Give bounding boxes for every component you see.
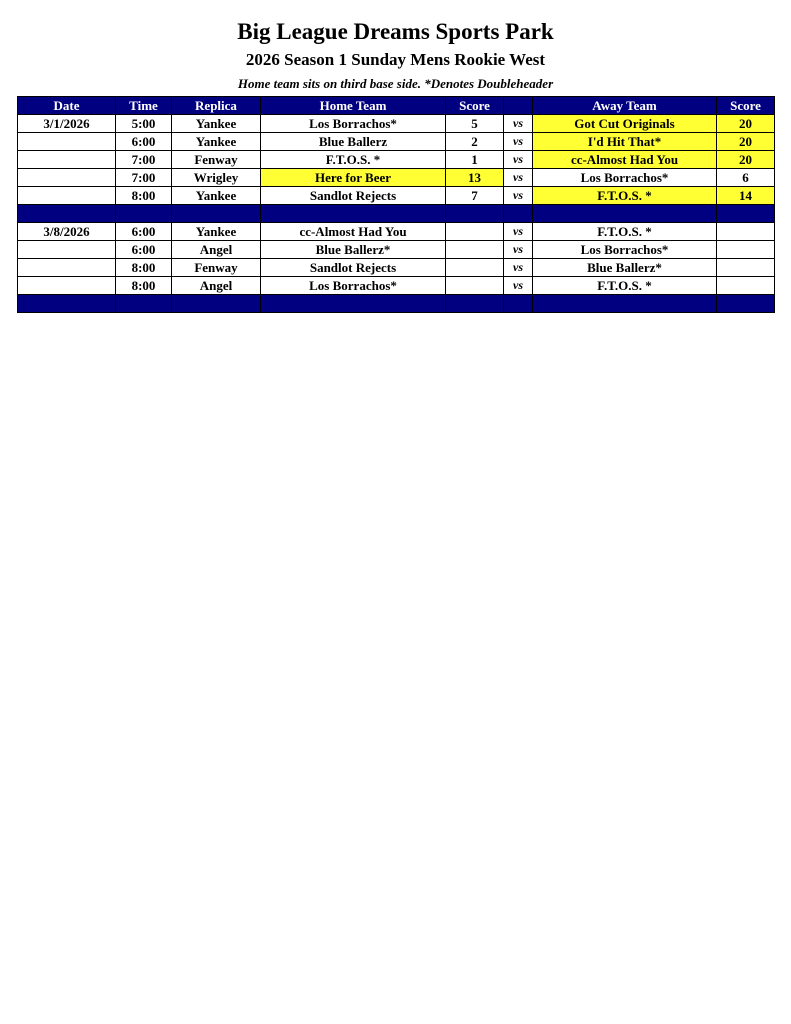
away-team: cc-Almost Had You — [533, 151, 717, 169]
home-team: Los Borrachos* — [261, 277, 446, 295]
game-replica: Yankee — [172, 115, 261, 133]
game-time: 7:00 — [116, 169, 172, 187]
separator-cell — [446, 295, 504, 313]
game-replica: Yankee — [172, 223, 261, 241]
separator-cell — [533, 205, 717, 223]
away-team: F.T.O.S. * — [533, 187, 717, 205]
game-time: 8:00 — [116, 187, 172, 205]
game-row — [18, 151, 775, 169]
separator-cell — [116, 205, 172, 223]
vs-label: vs — [504, 151, 533, 169]
game-date — [18, 169, 116, 187]
game-time: 5:00 — [116, 115, 172, 133]
separator-cell — [446, 205, 504, 223]
away-team: Blue Ballerz* — [533, 259, 717, 277]
away-score: 20 — [717, 133, 775, 151]
vs-label: vs — [504, 223, 533, 241]
game-row — [18, 223, 775, 241]
home-team: F.T.O.S. * — [261, 151, 446, 169]
away-team: I'd Hit That* — [533, 133, 717, 151]
game-replica: Wrigley — [172, 169, 261, 187]
vs-label: vs — [504, 115, 533, 133]
home-score: 7 — [446, 187, 504, 205]
col-header-home-team: Home Team — [261, 97, 446, 115]
game-row — [18, 277, 775, 295]
home-score — [446, 277, 504, 295]
schedule-table — [17, 96, 775, 313]
home-team: cc-Almost Had You — [261, 223, 446, 241]
away-score: 20 — [717, 115, 775, 133]
game-row — [18, 169, 775, 187]
col-header-away-team: Away Team — [533, 97, 717, 115]
away-score — [717, 277, 775, 295]
home-team: Blue Ballerz — [261, 133, 446, 151]
away-score: 20 — [717, 151, 775, 169]
home-score: 2 — [446, 133, 504, 151]
separator-cell — [533, 295, 717, 313]
col-header-time: Time — [116, 97, 172, 115]
col-header-away-score: Score — [717, 97, 775, 115]
vs-label: vs — [504, 241, 533, 259]
separator-cell — [172, 295, 261, 313]
game-time: 6:00 — [116, 241, 172, 259]
game-row — [18, 187, 775, 205]
separator-cell — [172, 205, 261, 223]
away-team: Got Cut Originals — [533, 115, 717, 133]
game-time: 7:00 — [116, 151, 172, 169]
separator-cell — [261, 295, 446, 313]
game-row — [18, 115, 775, 133]
home-team: Sandlot Rejects — [261, 259, 446, 277]
away-team: F.T.O.S. * — [533, 277, 717, 295]
game-replica: Angel — [172, 241, 261, 259]
game-replica: Angel — [172, 277, 261, 295]
game-row — [18, 241, 775, 259]
home-score — [446, 259, 504, 277]
col-header-vs — [504, 97, 533, 115]
separator-cell — [504, 205, 533, 223]
vs-label: vs — [504, 187, 533, 205]
game-date — [18, 187, 116, 205]
away-team: F.T.O.S. * — [533, 223, 717, 241]
separator-cell — [717, 295, 775, 313]
vs-label: vs — [504, 133, 533, 151]
away-team: Los Borrachos* — [533, 169, 717, 187]
game-replica: Fenway — [172, 259, 261, 277]
home-score — [446, 223, 504, 241]
page-title: Big League Dreams Sports Park — [237, 19, 554, 44]
game-date — [18, 259, 116, 277]
week-separator-row — [18, 295, 775, 313]
game-time: 6:00 — [116, 223, 172, 241]
game-date — [18, 151, 116, 169]
home-team: Los Borrachos* — [261, 115, 446, 133]
vs-label: vs — [504, 259, 533, 277]
game-row — [18, 259, 775, 277]
game-date: 3/1/2026 — [18, 115, 116, 133]
col-header-date: Date — [18, 97, 116, 115]
separator-cell — [504, 295, 533, 313]
game-replica: Fenway — [172, 151, 261, 169]
game-date: 3/8/2026 — [18, 223, 116, 241]
week-separator-row — [18, 205, 775, 223]
away-score — [717, 241, 775, 259]
col-header-home-score: Score — [446, 97, 504, 115]
schedule-note: Home team sits on third base side. *Denotes Doubleheader — [237, 76, 554, 91]
home-score: 5 — [446, 115, 504, 133]
separator-cell — [18, 295, 116, 313]
away-score — [717, 223, 775, 241]
game-row — [18, 133, 775, 151]
game-replica: Yankee — [172, 187, 261, 205]
away-team: Los Borrachos* — [533, 241, 717, 259]
away-score — [717, 259, 775, 277]
game-time: 8:00 — [116, 259, 172, 277]
vs-label: vs — [504, 169, 533, 187]
home-team: Here for Beer — [261, 169, 446, 187]
schedule-body — [18, 115, 775, 313]
separator-cell — [717, 205, 775, 223]
separator-cell — [18, 205, 116, 223]
separator-cell — [116, 295, 172, 313]
away-score: 14 — [717, 187, 775, 205]
col-header-replica: Replica — [172, 97, 261, 115]
game-time: 6:00 — [116, 133, 172, 151]
away-score: 6 — [717, 169, 775, 187]
home-score: 1 — [446, 151, 504, 169]
game-time: 8:00 — [116, 277, 172, 295]
schedule-header-row — [18, 97, 775, 115]
separator-cell — [261, 205, 446, 223]
home-team: Blue Ballerz* — [261, 241, 446, 259]
game-date — [18, 277, 116, 295]
home-score — [446, 241, 504, 259]
home-score: 13 — [446, 169, 504, 187]
game-date — [18, 133, 116, 151]
game-date — [18, 241, 116, 259]
vs-label: vs — [504, 277, 533, 295]
home-team: Sandlot Rejects — [261, 187, 446, 205]
page-subtitle: 2026 Season 1 Sunday Mens Rookie West — [245, 50, 546, 69]
game-replica: Yankee — [172, 133, 261, 151]
